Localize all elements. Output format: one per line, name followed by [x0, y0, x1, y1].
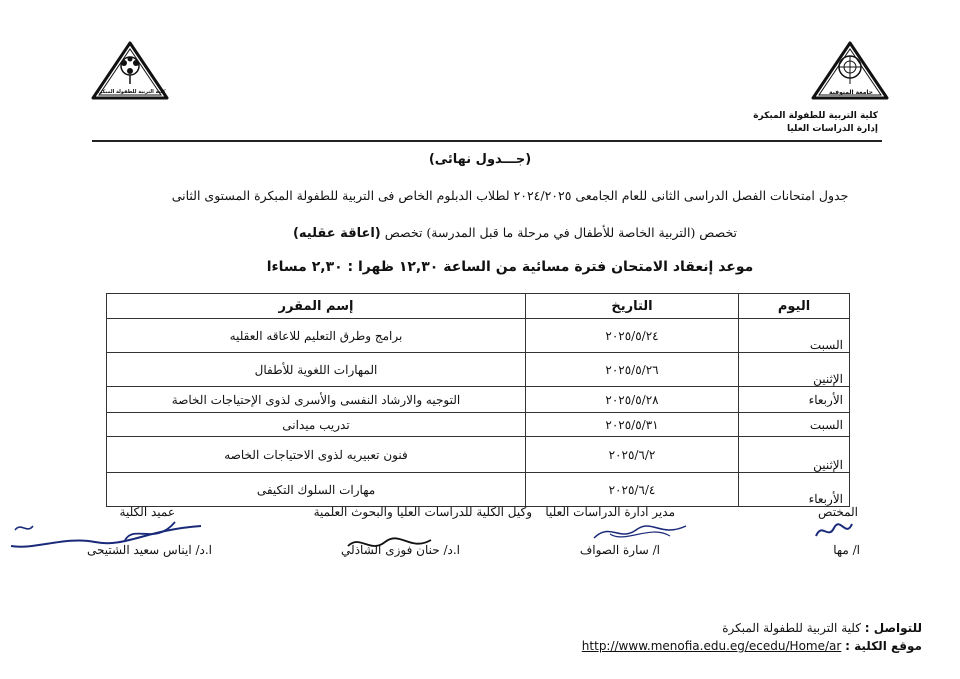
website-link[interactable]: http://www.menofia.edu.eg/ecedu/Home/ar — [581, 639, 842, 653]
exam-time-line: موعد إنعقاد الامتحان فترة مسائية من الساعة ١٢,٣٠ ظهرا : ٢,٣٠ مساءا — [266, 259, 754, 275]
cell-date: ٢٠٢٥/٦/٢ — [526, 437, 739, 473]
cell-course: برامج وطرق التعليم للاعاقه العقليه — [107, 319, 526, 353]
institution-name: كلية التربية للطفولة المبكرة — [753, 111, 878, 121]
cell-course: التوجيه والارشاد النفسى والأسرى لذوى الإحتياجات الخاصة — [107, 387, 526, 413]
faculty-logo-caption: كلية التربية للطفولة المبكرة — [96, 89, 166, 95]
cell-course: فنون تعبيريه لذوى الاحتياجات الخاصه — [107, 437, 526, 473]
department-name: إدارة الدراسات العليا — [786, 124, 878, 134]
specialist-name: ا/ مها — [833, 543, 860, 557]
dean-title: عميد الكلية — [119, 505, 175, 519]
header-day: اليوم — [739, 294, 850, 319]
table-row — [107, 413, 850, 437]
table-row — [107, 473, 850, 507]
vice-dean-signature — [345, 532, 435, 556]
cell-day: الأربعاء — [739, 387, 850, 413]
cell-day: الأربعاء — [739, 473, 850, 507]
specialist-signature — [812, 518, 856, 544]
manager-name: ا/ سارة الصواف — [579, 543, 660, 557]
cell-date: ٢٠٢٥/٥/٢٦ — [526, 353, 739, 387]
header-course: إسم المقرر — [107, 294, 526, 319]
cell-course: المهارات اللغوية للأطفال — [107, 353, 526, 387]
vice-dean-name: ا.د/ حنان فوزى الشاذلي — [341, 543, 460, 557]
table-row — [107, 387, 850, 413]
table-row — [107, 353, 850, 387]
university-logo-caption: جامعة المنوفية — [829, 89, 873, 96]
contact-label: للتواصل : — [864, 621, 922, 635]
exam-schedule-table — [106, 293, 850, 507]
table-row — [107, 437, 850, 473]
cell-date: ٢٠٢٥/٥/٢٤ — [526, 319, 739, 353]
dean-name: ا.د/ ايناس سعيد الشتيحى — [86, 543, 212, 557]
specialist-title: المختص — [818, 505, 858, 519]
dean-signature — [5, 516, 205, 556]
table-header-row — [107, 294, 850, 319]
cell-day: الإثنين — [739, 353, 850, 387]
cell-course: تدريب ميدانى — [107, 413, 526, 437]
cell-date: ٢٠٢٥/٦/٤ — [526, 473, 739, 507]
cell-date: ٢٠٢٥/٥/٢٨ — [526, 387, 739, 413]
vice-dean-title: وكيل الكلية للدراسات العليا والبحوث العلمية — [313, 505, 532, 519]
cell-course: مهارات السلوك التكيفى — [107, 473, 526, 507]
cell-date: ٢٠٢٥/٥/٣١ — [526, 413, 739, 437]
header-divider — [92, 140, 882, 142]
specialization-line — [35, 225, 960, 241]
website-line — [582, 639, 922, 653]
header-date: التاريخ — [526, 294, 739, 319]
contact-line — [722, 621, 922, 635]
document-title: (جـــدول نهائى) — [428, 152, 532, 167]
specialization-highlight: (اعاقة عقليه) — [292, 226, 381, 241]
table-row — [107, 319, 850, 353]
cell-day: السبت — [739, 319, 850, 353]
contact-value: كلية التربية للطفولة المبكرة — [722, 621, 861, 635]
manager-signature — [590, 518, 690, 544]
cell-day: السبت — [739, 413, 850, 437]
schedule-description: جدول امتحانات الفصل الدراسى الثانى للعام الجامعى ٢٠٢٤/٢٠٢٥ لطلاب الدبلوم الخاص فى التربية للطفولة المبكرة المستوى الثانى — [171, 188, 849, 203]
cell-day: الإثنين — [739, 437, 850, 473]
website-label: موقع الكلية : — [845, 639, 922, 653]
specialization-text: تخصص (التربية الخاصة للأطفال في مرحلة ما قبل المدرسة) تخصص — [380, 225, 737, 240]
manager-title: مدير ادارة الدراسات العليا — [545, 505, 675, 519]
